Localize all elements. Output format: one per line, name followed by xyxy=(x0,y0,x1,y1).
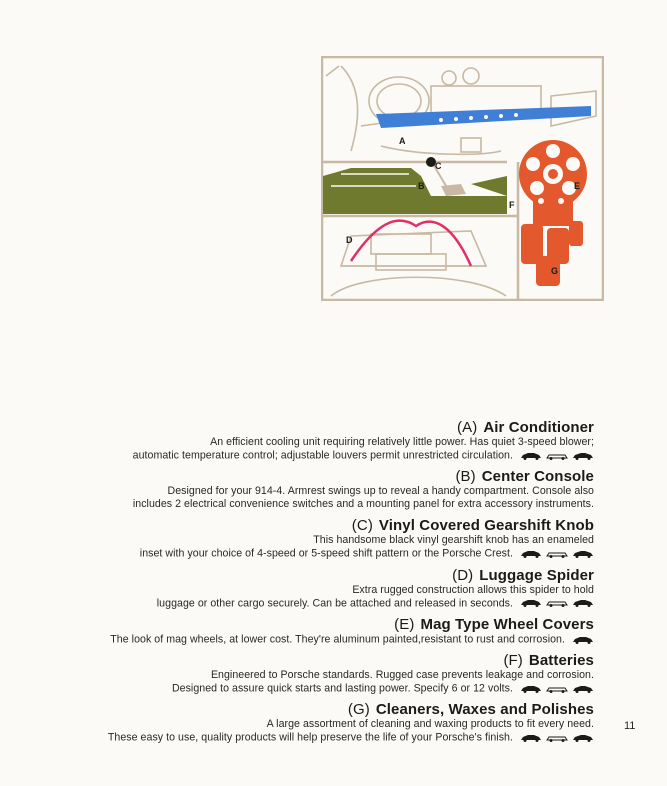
description-line: A large assortment of cleaning and waxing products to fit every need. xyxy=(266,718,594,731)
label-f: F xyxy=(509,200,515,210)
product-name: Cleaners, Waxes and Polishes xyxy=(375,701,594,719)
product-letter: (A) xyxy=(457,419,478,436)
label-a: A xyxy=(399,136,406,146)
product-name: Batteries xyxy=(528,652,594,670)
description-line: includes 2 electrical convenience switches and a mounting panel for extra accessory instruments. xyxy=(132,498,594,511)
car-convertible-icon xyxy=(546,549,568,558)
car-targa-icon xyxy=(572,733,594,742)
product-name: Center Console xyxy=(481,468,594,486)
product-title xyxy=(30,517,594,534)
car-targa-icon xyxy=(572,598,594,607)
description-line: inset with your choice of 4-speed or 5-speed shift pattern or the Porsche Crest. xyxy=(139,547,513,560)
product-item xyxy=(30,468,594,511)
center-console-drawing xyxy=(323,157,507,214)
car-coupe-icon xyxy=(520,733,542,742)
model-icons xyxy=(519,547,594,560)
product-description xyxy=(30,534,594,560)
description-line: An efficient cooling unit requiring relatively little power. Has quiet 3-speed blower; xyxy=(210,436,594,448)
car-coupe-icon xyxy=(520,684,542,693)
product-item xyxy=(30,419,594,462)
product-name: Vinyl Covered Gearshift Knob xyxy=(378,517,594,535)
product-title xyxy=(30,652,594,669)
car-convertible-icon xyxy=(546,451,568,460)
product-name: Mag Type Wheel Covers xyxy=(420,615,594,633)
model-icons xyxy=(519,682,594,695)
product-item xyxy=(30,652,594,695)
description-line: Engineered to Porsche standards. Rugged case prevents leakage and corrosion. xyxy=(210,669,594,682)
product-name: Luggage Spider xyxy=(479,566,594,584)
label-g: G xyxy=(551,266,559,276)
product-letter: (E) xyxy=(394,615,415,633)
label-b: B xyxy=(418,181,425,191)
description-line: The look of mag wheels, at lower cost. They're aluminum painted,resistant to rust and corrosion. xyxy=(110,633,565,646)
product-description xyxy=(30,436,594,462)
description-line: These easy to use, quality products will help preserve the life of your Porsche's finish. xyxy=(107,731,513,744)
description-line: luggage or other cargo securely. Can be attached and released in seconds. xyxy=(156,596,513,609)
description-line: Designed to assure quick starts and lasting power. Specify 6 or 12 volts. xyxy=(171,682,513,695)
car-coupe-icon xyxy=(520,451,542,460)
model-icons xyxy=(571,633,594,646)
car-convertible-icon xyxy=(546,733,568,742)
description-line: Designed for your 914-4. Armrest swings up to reveal a handy compartment. Console also xyxy=(167,485,594,498)
product-description xyxy=(30,485,594,511)
model-icons xyxy=(519,449,594,462)
product-letter: (G) xyxy=(347,701,370,719)
product-description xyxy=(30,669,594,695)
accessories-illustration xyxy=(321,56,604,301)
description-line: Extra rugged construction allows this spider to hold xyxy=(352,583,594,596)
luggage-drawing xyxy=(331,231,506,296)
product-title xyxy=(30,468,594,485)
product-description xyxy=(30,584,594,610)
label-d: D xyxy=(346,235,353,245)
description-line: This handsome black vinyl gearshift knob has an enameled xyxy=(313,534,594,547)
product-letter: (F) xyxy=(503,652,523,670)
car-coupe-icon xyxy=(572,635,594,644)
car-targa-icon xyxy=(572,684,594,693)
product-name: Air Conditioner xyxy=(483,419,594,436)
product-list xyxy=(30,419,594,751)
car-coupe-icon xyxy=(520,549,542,558)
car-convertible-icon xyxy=(546,684,568,693)
product-title xyxy=(30,701,594,718)
product-item xyxy=(30,616,594,646)
product-description xyxy=(30,633,594,646)
car-targa-icon xyxy=(572,549,594,558)
product-item xyxy=(30,701,594,744)
product-title xyxy=(30,567,594,584)
description-line: automatic temperature control; adjustable louvers permit unrestricted circulation. xyxy=(132,449,513,462)
product-description xyxy=(30,718,594,744)
product-item xyxy=(30,567,594,610)
product-title xyxy=(30,419,594,436)
car-coupe-icon xyxy=(520,598,542,607)
product-letter: (B) xyxy=(455,468,476,486)
model-icons xyxy=(519,597,594,610)
product-item xyxy=(30,517,594,560)
car-convertible-icon xyxy=(546,598,568,607)
product-letter: (D) xyxy=(452,566,474,584)
page-number: 11 xyxy=(624,720,636,732)
luggage-spider xyxy=(351,221,471,266)
label-c: C xyxy=(435,161,442,171)
model-icons xyxy=(519,731,594,744)
product-title xyxy=(30,616,594,633)
label-e: E xyxy=(574,181,581,191)
product-letter: (C) xyxy=(351,517,373,535)
car-targa-icon xyxy=(572,451,594,460)
